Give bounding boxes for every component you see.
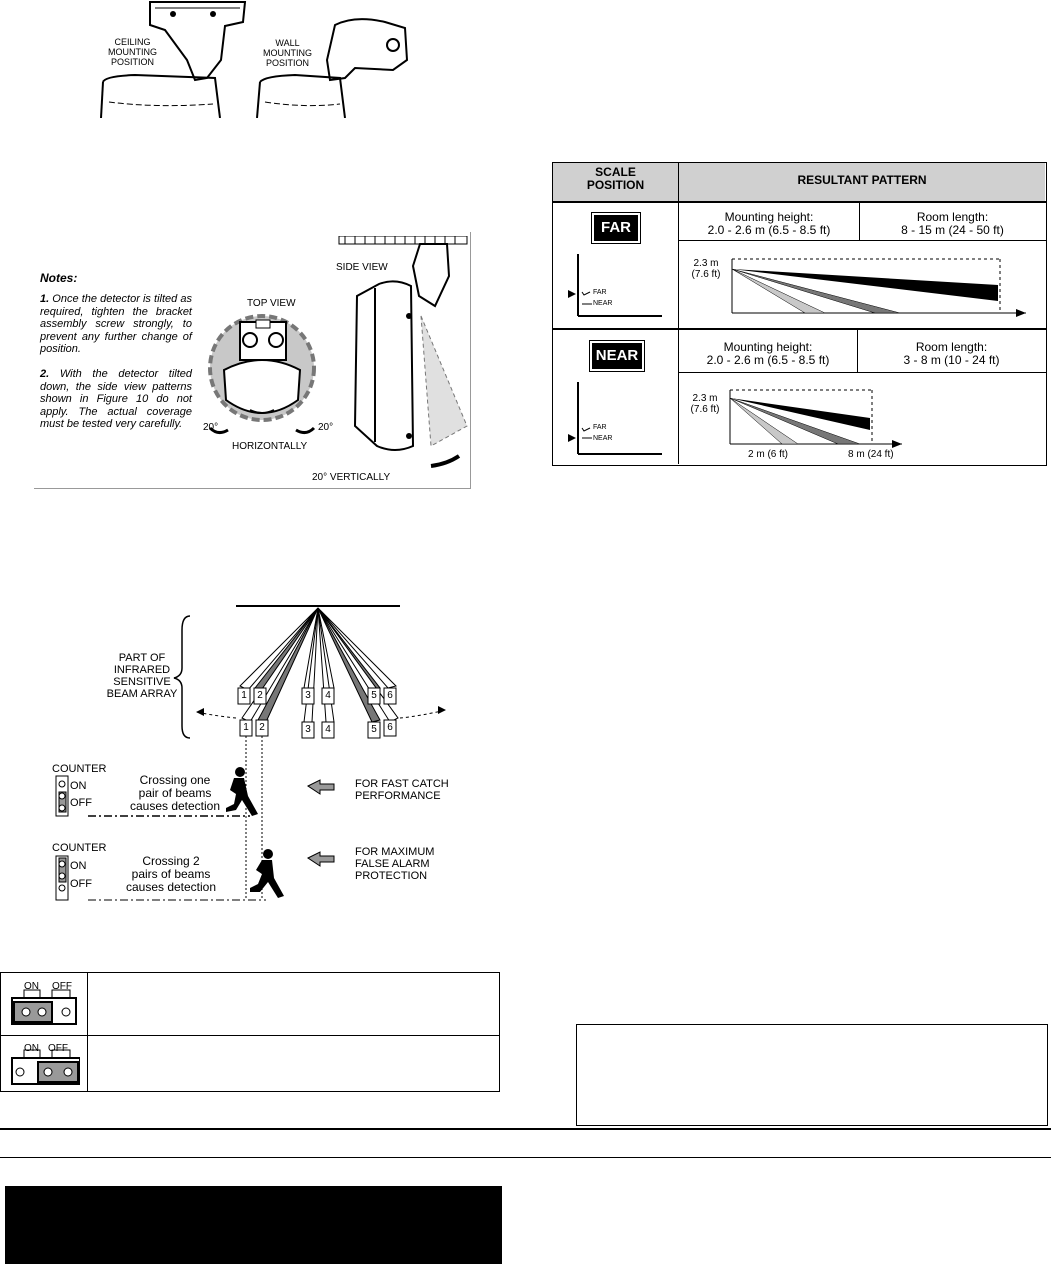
near-switch-near: NEAR <box>593 435 613 442</box>
beam-number-6b: 6 <box>387 722 393 733</box>
top-view-detector-icon <box>200 300 330 440</box>
near-info-divider-h <box>678 372 1046 373</box>
counter1-description: Crossing one pair of beams causes detection <box>129 773 221 813</box>
beam-number-3b: 3 <box>305 724 311 735</box>
counter1-label: COUNTER <box>52 763 107 775</box>
header-divider <box>552 201 1046 203</box>
top-view-drawing <box>200 300 330 440</box>
beam-number-5a: 5 <box>371 690 377 701</box>
vertically-label: 20° VERTICALLY <box>312 472 391 483</box>
far-pattern-diagram <box>730 255 1032 323</box>
jumper-row2-off: OFF <box>48 1043 68 1054</box>
jumper-row2-on: ON <box>24 1043 39 1054</box>
side-view-label: SIDE VIEW <box>336 262 388 273</box>
counter2-on: ON <box>70 860 87 872</box>
far-switch-far: FAR <box>593 289 607 296</box>
far-switch-icon <box>562 250 666 320</box>
counter2-description: Crossing 2 pairs of beams causes detection <box>125 854 217 894</box>
jumper-table-row-divider <box>0 1035 499 1036</box>
mounting-illustration <box>95 0 425 118</box>
beam-array-label: PART OF INFRARED SENSITIVE BEAM ARRAY <box>106 652 178 700</box>
far-room-length-label: Room length: <box>916 210 989 224</box>
note-1 <box>40 293 192 356</box>
empty-note-box <box>576 1024 1048 1126</box>
beam-number-3a: 3 <box>305 690 311 701</box>
near-distance-2: 8 m (24 ft) <box>848 449 894 460</box>
note-2-text: With the detector tilted down, the side view patterns shown in Figure 10 do not apply. The actual coverage must be tested very carefully. <box>40 368 192 430</box>
top-view-label: TOP VIEW <box>247 298 296 309</box>
header-resultant-pattern: RESULTANT PATTERN <box>797 173 927 187</box>
note-2 <box>40 368 192 431</box>
near-distance-1: 2 m (6 ft) <box>748 449 789 460</box>
counter1-performance: FOR FAST CATCH PERFORMANCE <box>355 778 449 802</box>
page-divider-thin <box>0 1157 1051 1158</box>
near-pattern-diagram <box>728 388 908 450</box>
horizontally-label: HORIZONTALLY <box>232 441 308 452</box>
near-room-length-value: 3 - 8 m (10 - 24 ft) <box>903 353 1000 367</box>
near-tag: NEAR <box>590 341 644 371</box>
note-2-number: 2. <box>40 368 50 380</box>
beam-number-1a: 1 <box>241 690 247 701</box>
far-info-divider-h <box>678 240 1046 241</box>
ceiling-mounting-label: CEILING MOUNTING POSITION <box>108 37 157 67</box>
angle-left-label: 20° <box>203 422 219 433</box>
counter1-on: ON <box>70 780 87 792</box>
jumper-row1-off: OFF <box>52 981 72 992</box>
far-height-label: 2.3 m (7.6 ft) <box>691 258 721 280</box>
counter2-off: OFF <box>70 878 92 890</box>
far-mounting-height-label: Mounting height: <box>724 210 814 224</box>
beam-number-6a: 6 <box>387 690 393 701</box>
angle-right-label: 20° <box>318 422 334 433</box>
beam-number-4b: 4 <box>325 724 331 735</box>
near-mounting-height-value: 2.0 - 2.6 m (6.5 - 8.5 ft) <box>706 353 830 367</box>
jumper-row2-icon <box>10 1042 80 1088</box>
notes-title: Notes: <box>40 271 78 285</box>
beam-number-4a: 4 <box>325 690 331 701</box>
far-tag: FAR <box>592 213 640 243</box>
far-room-length-value: 8 - 15 m (24 - 50 ft) <box>901 223 1004 237</box>
beam-number-1b: 1 <box>243 722 249 733</box>
note-1-number: 1. <box>40 293 50 305</box>
note-1-text: Once the detector is tilted as required, tighten the bracket assembly screw strongly, to prevent any further change of position. <box>40 293 192 355</box>
beam-number-5b: 5 <box>371 724 377 735</box>
row-divider <box>552 328 1046 330</box>
far-switch-near: NEAR <box>593 300 613 307</box>
beam-number-2a: 2 <box>257 690 263 701</box>
counter2-performance: FOR MAXIMUM FALSE ALARM PROTECTION <box>355 846 435 882</box>
page-divider-thick <box>0 1128 1051 1130</box>
jumper-table-col-divider <box>87 972 88 1091</box>
near-mounting-height-label: Mounting height: <box>723 340 813 354</box>
near-height-label: 2.3 m (7.6 ft) <box>690 393 720 415</box>
near-room-length-label: Room length: <box>915 340 988 354</box>
counter2-label: COUNTER <box>52 842 107 854</box>
column-divider <box>678 162 679 464</box>
near-switch-icon <box>562 378 666 458</box>
wall-mounting-label: WALL MOUNTING POSITION <box>263 38 312 68</box>
beam-number-2b: 2 <box>259 722 265 733</box>
section-heading-block <box>5 1186 502 1264</box>
far-mounting-height-value: 2.0 - 2.6 m (6.5 - 8.5 ft) <box>707 223 831 237</box>
near-switch-far: FAR <box>593 424 607 431</box>
counter1-off: OFF <box>70 797 92 809</box>
jumper-row1-on: ON <box>24 981 39 992</box>
header-scale-position: SCALE POSITION <box>586 165 645 192</box>
